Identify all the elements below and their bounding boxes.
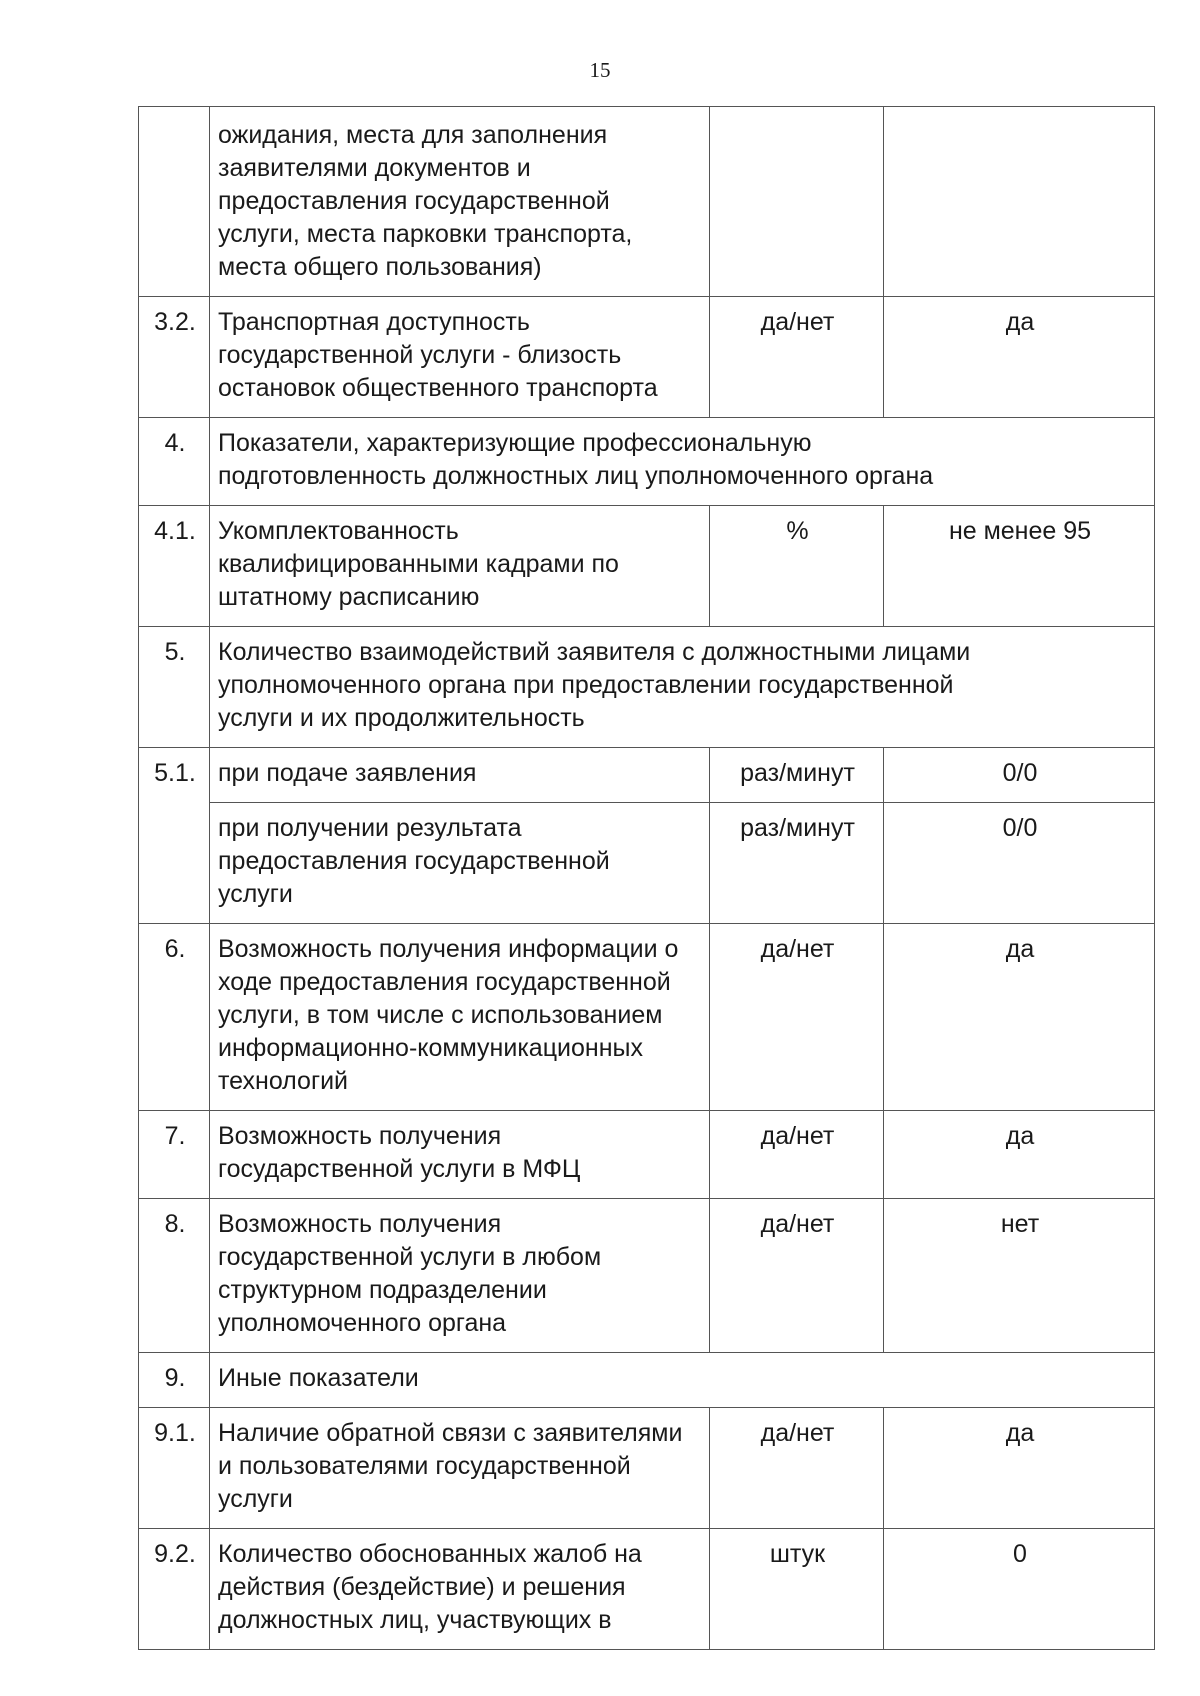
table-row bbox=[139, 1199, 1155, 1353]
section-number-cell: 5. bbox=[139, 627, 210, 748]
table-section-row bbox=[139, 627, 1155, 748]
table-row bbox=[139, 1408, 1155, 1529]
row-value-cell: да bbox=[884, 297, 1155, 418]
row-value-cell: нет bbox=[884, 1199, 1155, 1353]
row-number-cell: 4.1. bbox=[139, 506, 210, 627]
row-unit-cell: да/нет bbox=[710, 1199, 884, 1353]
row-number-cell: 7. bbox=[139, 1111, 210, 1199]
row-unit-cell: да/нет bbox=[710, 1111, 884, 1199]
row-number-cell: 8. bbox=[139, 1199, 210, 1353]
row-unit-cell bbox=[710, 107, 884, 297]
page-number: 15 bbox=[589, 58, 611, 82]
row-description-cell: Возможность получения государственной услуги в МФЦ bbox=[210, 1111, 710, 1199]
row-unit-cell: штук bbox=[710, 1529, 884, 1650]
table-row bbox=[139, 1111, 1155, 1199]
table-section-row bbox=[139, 418, 1155, 506]
row-value-cell: 0/0 bbox=[884, 803, 1155, 924]
table-row bbox=[139, 803, 1155, 924]
row-description-cell: Транспортная доступность государственной услуги - близость остановок общественного транспорта bbox=[210, 297, 710, 418]
row-value-cell: 0 bbox=[884, 1529, 1155, 1650]
row-value-cell bbox=[884, 107, 1155, 297]
row-unit-cell: раз/минут bbox=[710, 803, 884, 924]
row-number-cell: 9.1. bbox=[139, 1408, 210, 1529]
row-number-cell: 9.2. bbox=[139, 1529, 210, 1650]
row-value-cell: да bbox=[884, 924, 1155, 1111]
section-title-cell: Показатели, характеризующие профессиональную подготовленность должностных лиц уполномоченного органа bbox=[210, 418, 1155, 506]
table-row bbox=[139, 107, 1155, 297]
table-row bbox=[139, 924, 1155, 1111]
section-title-cell: Иные показатели bbox=[210, 1353, 1155, 1408]
row-description-cell: Укомплектованность квалифицированными кадрами по штатному расписанию bbox=[210, 506, 710, 627]
row-unit-cell: раз/минут bbox=[710, 748, 884, 803]
table-row bbox=[139, 506, 1155, 627]
table-row bbox=[139, 297, 1155, 418]
section-number-cell: 4. bbox=[139, 418, 210, 506]
row-description-cell: ожидания, места для заполнения заявителями документов и предоставления государственной услуги, места парковки транспорта, места общего пользования) bbox=[210, 107, 710, 297]
row-number-cell bbox=[139, 107, 210, 297]
row-unit-cell: да/нет bbox=[710, 1408, 884, 1529]
table-row bbox=[139, 748, 1155, 803]
indicators-table bbox=[138, 106, 1155, 1650]
row-number-cell: 5.1. bbox=[139, 748, 210, 924]
row-description-cell: при получении результата предоставления государственной услуги bbox=[210, 803, 710, 924]
row-description-cell: Возможность получения государственной услуги в любом структурном подразделении уполномоченного органа bbox=[210, 1199, 710, 1353]
table-section-row bbox=[139, 1353, 1155, 1408]
row-unit-cell: да/нет bbox=[710, 297, 884, 418]
row-value-cell: не менее 95 bbox=[884, 506, 1155, 627]
row-number-cell: 3.2. bbox=[139, 297, 210, 418]
row-description-cell: Возможность получения информации о ходе предоставления государственной услуги, в том числе с использованием информационно-коммуникационных технологий bbox=[210, 924, 710, 1111]
row-description-cell: при подаче заявления bbox=[210, 748, 710, 803]
row-description-cell: Наличие обратной связи с заявителями и пользователями государственной услуги bbox=[210, 1408, 710, 1529]
section-title-cell: Количество взаимодействий заявителя с должностными лицами уполномоченного органа при предоставлении государственной услуги и их продолжительность bbox=[210, 627, 1155, 748]
row-description-cell: Количество обоснованных жалоб на действия (бездействие) и решения должностных лиц, участвующих в bbox=[210, 1529, 710, 1650]
row-value-cell: да bbox=[884, 1111, 1155, 1199]
section-number-cell: 9. bbox=[139, 1353, 210, 1408]
row-unit-cell: % bbox=[710, 506, 884, 627]
table-row bbox=[139, 1529, 1155, 1650]
row-value-cell: да bbox=[884, 1408, 1155, 1529]
row-value-cell: 0/0 bbox=[884, 748, 1155, 803]
row-number-cell: 6. bbox=[139, 924, 210, 1111]
row-unit-cell: да/нет bbox=[710, 924, 884, 1111]
